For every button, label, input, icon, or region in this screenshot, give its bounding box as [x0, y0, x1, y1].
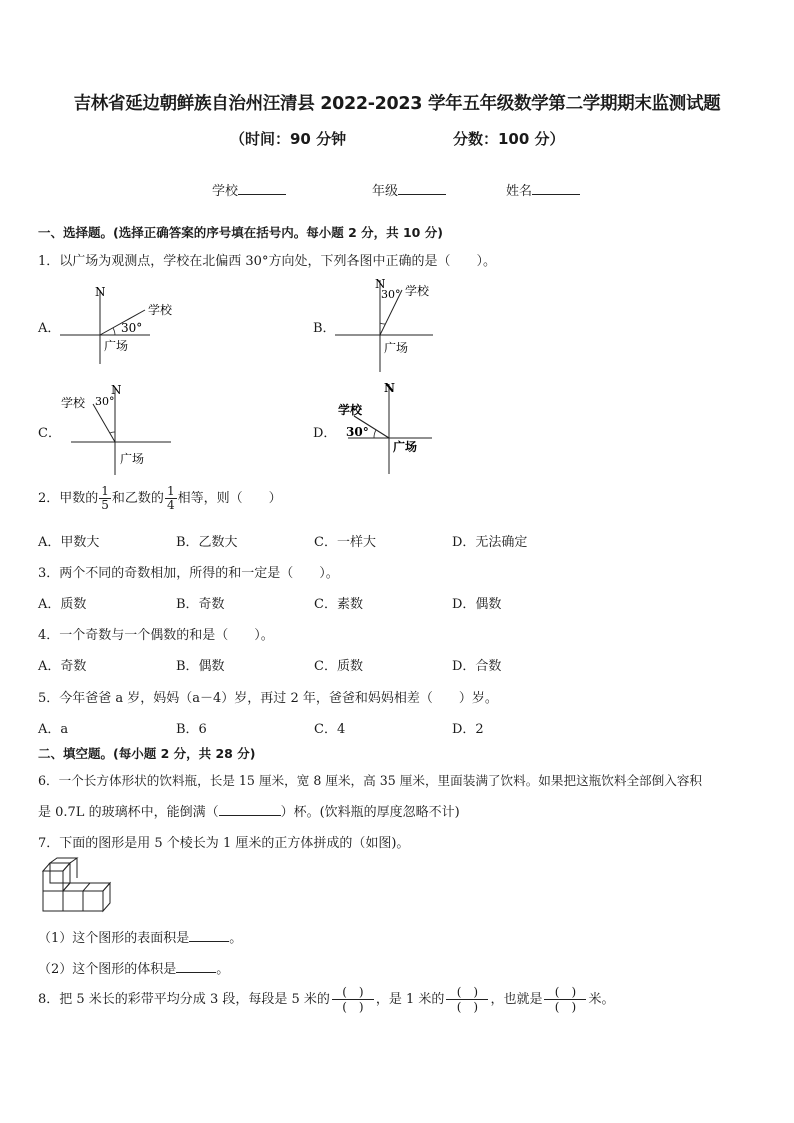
school-blank[interactable] [238, 180, 286, 195]
q4-option-b[interactable]: B．偶数 [176, 659, 225, 674]
q1-figure-b [330, 276, 440, 376]
q1-a-school: 学校 [148, 303, 173, 317]
q1-c-north: N [111, 383, 122, 397]
q8-mid1: ，是 1 米的 [375, 992, 445, 1007]
q8-pre: 8．把 5 米长的彩带平均分成 3 段，每段是 5 米的 [38, 992, 330, 1007]
q6-pre: 是 0.7L 的玻璃杯中，能倒满（ [38, 805, 219, 820]
q1-b-square: 广场 [384, 341, 409, 355]
q5-option-a[interactable]: A．a [38, 722, 69, 737]
q7-sub2-text: （2）这个图形的体积是 [38, 962, 177, 977]
q1-figure-d [330, 378, 440, 476]
question-8 [38, 985, 614, 1014]
question-7: 7．下面的图形是用 5 个棱长为 1 厘米的正方体拼成的（如图)。 [38, 836, 410, 851]
q3-option-d[interactable]: D．偶数 [452, 597, 502, 612]
q7-cube-figure [40, 858, 116, 914]
q3-option-b[interactable]: B．奇数 [176, 597, 225, 612]
question-1: 1．以广场为观测点，学校在北偏西 30°方向处，下列各图中正确的是（ ）。 [38, 254, 496, 269]
exam-time: （时间：90 分钟 [230, 130, 347, 148]
q5-option-d[interactable]: D．2 [452, 722, 484, 737]
grade-label: 年级 [372, 184, 399, 199]
exam-score: 分数：100 分） [453, 130, 565, 148]
q2-option-a[interactable]: A．甲数大 [38, 535, 100, 550]
q8-post: 米。 [588, 992, 615, 1007]
q1-a-north: N [95, 285, 106, 299]
question-6-line1: 6．一个长方体形状的饮料瓶，长是 15 厘米，宽 8 厘米，高 35 厘米，里面装满了饮料。如果把这瓶饮料全部倒入容积 [38, 773, 703, 788]
q1-a-angle: 30° [121, 321, 143, 335]
q1-figure-a [55, 282, 173, 370]
section-heading-fill: 二、填空题。(每小题 2 分，共 28 分) [38, 746, 256, 761]
question-7-sub2 [38, 958, 229, 977]
q4-option-a[interactable]: A．奇数 [38, 659, 87, 674]
q8-fraction-blank-3[interactable]: $\frac{( )}{( )}$ [544, 985, 586, 1014]
q1-d-square: 广场 [393, 440, 418, 454]
q1-figure-c [55, 382, 175, 477]
question-3: 3．两个不同的奇数相加，所得的和一定是（ ）。 [38, 566, 339, 581]
q7-sub2-blank[interactable] [176, 959, 216, 973]
q1-option-a-label: A． [38, 321, 61, 336]
q1-c-angle: 30° [95, 395, 115, 408]
question-4: 4．一个奇数与一个偶数的和是（ ）。 [38, 628, 274, 643]
page-title: 吉林省延边朝鲜族自治州汪清县 2022-2023 学年五年级数学第二学期期末监测试题 [73, 94, 721, 114]
q1-d-school: 学校 [338, 403, 363, 417]
q8-mid2: ，也就是 [490, 992, 543, 1007]
q1-c-square: 广场 [120, 452, 145, 466]
grade-blank[interactable] [398, 180, 446, 195]
q1-b-north: N [375, 277, 386, 291]
q2-option-b[interactable]: B．乙数大 [176, 535, 238, 550]
q2-option-d[interactable]: D．无法确定 [452, 535, 528, 550]
q2-mid: 和乙数的 [111, 491, 164, 506]
grade-field [372, 180, 446, 199]
name-blank[interactable] [532, 180, 580, 195]
school-field [212, 180, 286, 199]
q5-option-c[interactable]: C．4 [314, 722, 346, 737]
q2-pre: 2．甲数的 [38, 491, 99, 506]
q1-d-angle: 30° [346, 425, 369, 439]
q1-d-north: N [384, 381, 395, 395]
q2-post: 相等，则（ ） [177, 491, 282, 506]
q1-a-square: 广场 [104, 339, 129, 353]
q7-sub2-end: 。 [216, 962, 230, 977]
q4-option-d[interactable]: D．合数 [452, 659, 502, 674]
q1-option-d-label: D． [313, 426, 337, 441]
question-5: 5．今年爸爸 a 岁，妈妈（a－4）岁，再过 2 年，爸爸和妈妈相差（ ）岁。 [38, 691, 498, 706]
q3-option-a[interactable]: A．质数 [38, 597, 87, 612]
question-7-sub1 [38, 927, 242, 946]
q7-sub1-end: 。 [229, 931, 243, 946]
question-2 [38, 485, 282, 512]
q7-sub1-blank[interactable] [189, 928, 229, 942]
section-heading-choice: 一、选择题。(选择正确答案的序号填在括号内。每小题 2 分，共 10 分) [38, 225, 443, 240]
q1-b-angle: 30° [381, 288, 401, 301]
q1-option-b-label: B． [313, 321, 336, 336]
q6-answer-blank[interactable] [219, 802, 281, 816]
q8-fraction-blank-1[interactable]: $\frac{( )}{( )}$ [332, 985, 374, 1014]
q1-b-school: 学校 [405, 284, 430, 298]
question-6-line2 [38, 801, 460, 820]
school-label: 学校 [212, 184, 239, 199]
fraction-1-4: $\frac{1}{4}$ [166, 484, 175, 512]
q1-option-c-label: C． [38, 426, 61, 441]
q5-option-b[interactable]: B．6 [176, 722, 207, 737]
q1-c-school: 学校 [61, 396, 86, 410]
q2-option-c[interactable]: C．一样大 [314, 535, 376, 550]
fraction-1-5: $\frac{1}{5}$ [101, 484, 109, 512]
q8-fraction-blank-2[interactable]: $\frac{( )}{( )}$ [446, 985, 488, 1014]
name-label: 姓名 [506, 184, 533, 199]
q6-post: ）杯。(饮料瓶的厚度忽略不计) [280, 805, 460, 820]
q7-sub1-text: （1）这个图形的表面积是 [38, 931, 190, 946]
name-field [506, 180, 580, 199]
q4-option-c[interactable]: C．质数 [314, 659, 363, 674]
q3-option-c[interactable]: C．素数 [314, 597, 363, 612]
